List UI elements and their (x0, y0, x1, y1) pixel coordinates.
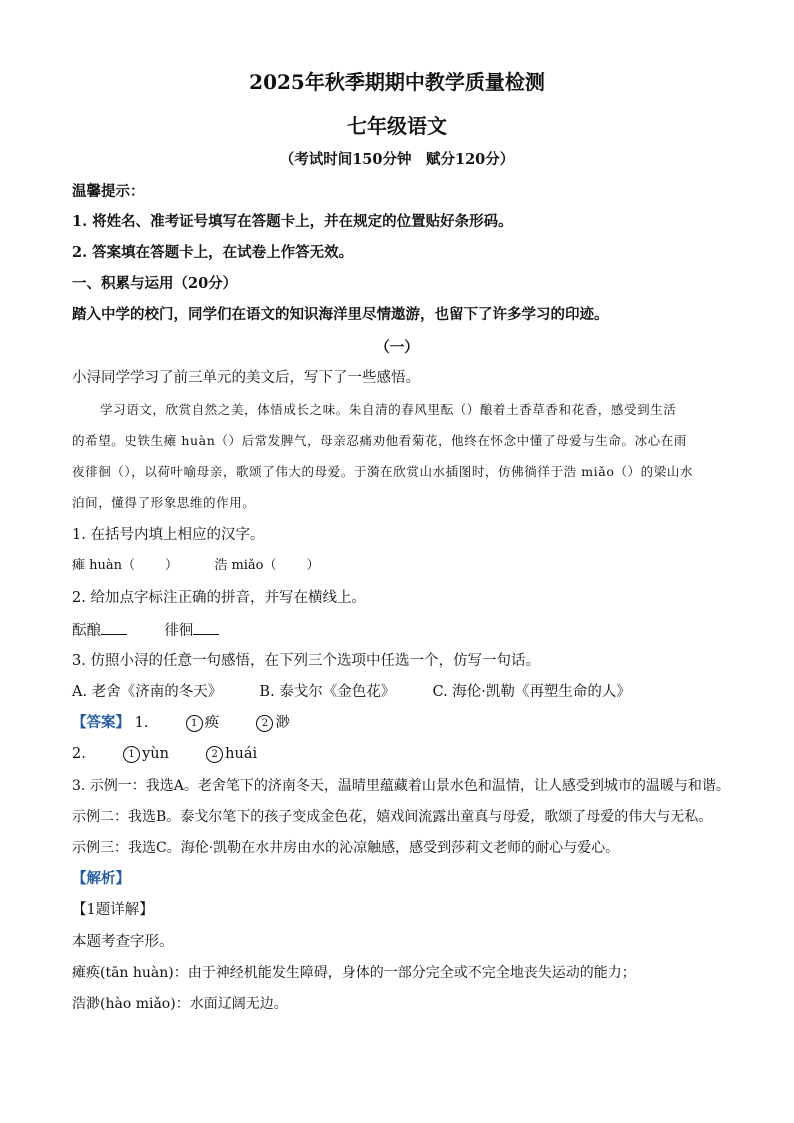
answer-3-example-1: 3. 示例一：我选A。老舍笔下的济南冬天，温晴里蕴藏着山景水色和温情，让人感受到城市的温暖与和谐。 (72, 778, 730, 794)
word-label: 徘徊 (164, 623, 194, 639)
answer-value: 痪 (204, 715, 220, 731)
answer-3-example-3: 示例三：我选C。海伦·凯勒在水井房由水的沁凉触感，感受到莎莉文老师的耐心与爱心。 (72, 840, 620, 856)
notice-item-2: 2. 答案填在答题卡上，在试卷上作答无效。 (72, 244, 354, 261)
blank-close: ） (306, 558, 320, 573)
answer-1-prefix: 1. (134, 715, 149, 731)
circled-number: 2 (206, 746, 223, 763)
section-intro: 踏入中学的校门，同学们在语文的知识海洋里尽情遨游，也留下了许多学习的印迹。 (72, 306, 609, 323)
analysis-text: 本题考查字形。 (72, 934, 174, 950)
blank-label: 浩 miǎo（ (214, 558, 277, 573)
question-3: 3. 仿照小浔的任意一句感悟，在下列三个选项中任选一个，仿写一句话。 (72, 653, 540, 669)
subject-title: 七年级语文 (347, 114, 447, 138)
notice-item-1: 1. 将姓名、准考证号填写在答题卡上，并在规定的位置贴好条形码。 (72, 213, 513, 230)
passage-line: 泊间，懂得了形象思维的作用。 (72, 495, 256, 510)
answer-value: huái (225, 746, 258, 762)
option-b: B. 泰戈尔《金色花》 (259, 684, 396, 700)
answer-line-1 (72, 713, 728, 733)
question-3-options (72, 682, 728, 702)
part-label: （一） (375, 339, 419, 356)
question-1: 1. 在括号内填上相应的汉字。 (72, 527, 265, 543)
exam-title: 2025年秋季期期中教学质量检测 (249, 70, 545, 94)
answer-value: 渺 (275, 715, 290, 731)
answer-blank (101, 620, 127, 635)
answer-3-example-2: 示例二：我选B。泰戈尔笔下的孩子变成金色花，嬉戏间流露出童真与母爱，歌颂了母爱的伟大与无私。 (72, 809, 713, 825)
option-a: A. 老舍《济南的冬天》 (72, 684, 223, 700)
circled-number: 1 (123, 746, 140, 763)
definition-1: 瘫痪(tān huàn)：由于神经机能发生障碍，身体的一部分完全或不完全地丧失运动的能力； (72, 965, 636, 981)
circled-number: 1 (186, 715, 203, 732)
analysis-label: 【解析】 (72, 870, 130, 887)
passage-line: 学习语文，欣赏自然之美，体悟成长之味。朱自清的春风里酝（）酿着土香草香和花香，感受到生活 (100, 402, 677, 417)
section-heading: 一、积累与运用（20分） (72, 275, 238, 292)
circled-number: 2 (256, 715, 273, 732)
option-c: C. 海伦·凯勒《再塑生命的人》 (432, 684, 631, 700)
q1-detail-label: 【1题详解】 (72, 902, 154, 918)
definition-2: 浩渺(hào miǎo)：水面辽阔无边。 (72, 996, 288, 1012)
passage-line: 夜徘徊（），以荷叶喻母亲，歌颂了伟大的母爱。于漪在欣赏山水插图时，仿佛徜徉于浩 miǎo（）的梁山水 (72, 464, 694, 479)
blank-close: ） (165, 558, 179, 573)
blank-label: 瘫 huàn（ (72, 558, 136, 573)
answer-line-2 (72, 744, 728, 764)
answer-value: yùn (142, 746, 169, 762)
exam-info: （考试时间150分钟 赋分120分） (279, 151, 515, 168)
answer-blank (193, 620, 219, 635)
question-2-blanks (72, 620, 728, 641)
question-2: 2. 给加点字标注正确的拼音，并写在横线上。 (72, 590, 366, 606)
passage-lead: 小浔同学学习了前三单元的美文后，写下了一些感悟。 (72, 370, 420, 386)
question-1-blanks (72, 556, 728, 576)
passage-line: 的希望。史铁生瘫 huàn（）后常发脾气，母亲忍痛劝他看菊花，他终在怀念中懂了母爱与生命。冰心在雨 (72, 433, 687, 448)
word-label: 酝酿 (72, 623, 101, 639)
answer-label: 【答案】 (72, 714, 130, 731)
notice-heading: 温馨提示： (72, 183, 145, 200)
answer-2-prefix: 2. (72, 746, 86, 762)
